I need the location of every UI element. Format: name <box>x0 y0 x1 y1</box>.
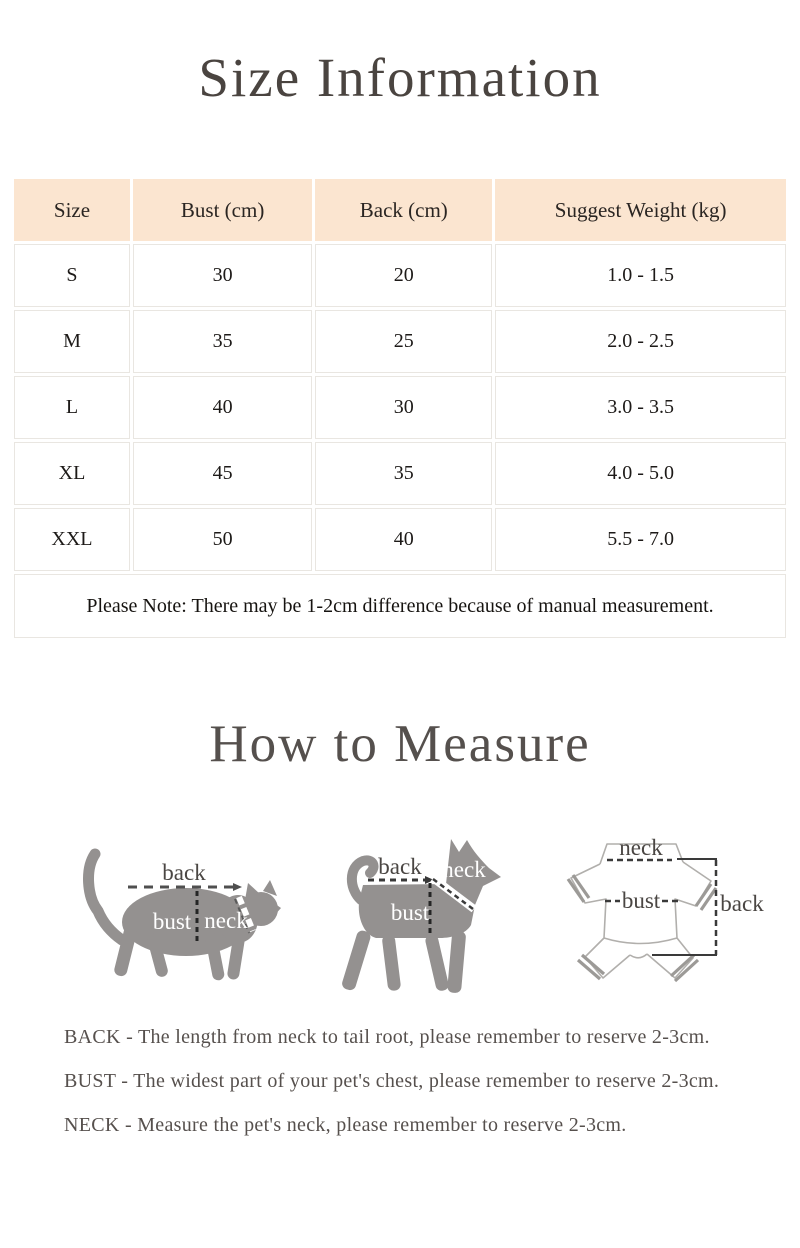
dog-neck-label: neck <box>442 857 486 882</box>
header-back: Back (cm) <box>315 179 492 241</box>
header-bust: Bust (cm) <box>133 179 312 241</box>
measure-instructions <box>0 1025 800 1137</box>
table-row <box>14 442 786 505</box>
table-row <box>14 508 786 571</box>
table-cell: 40 <box>133 376 312 439</box>
table-row <box>14 310 786 373</box>
table-cell: 50 <box>133 508 312 571</box>
header-size: Size <box>14 179 130 241</box>
table-cell: M <box>14 310 130 373</box>
instruction-back: BACK - The length from neck to tail root, please remember to reserve 2-3cm. <box>64 1026 710 1048</box>
header-weight: Suggest Weight (kg) <box>495 179 786 241</box>
measure-figures <box>0 807 800 999</box>
table-cell: S <box>14 244 130 307</box>
table-cell: 35 <box>133 310 312 373</box>
table-cell: 20 <box>315 244 492 307</box>
cat-tail <box>89 854 122 940</box>
garment-back-label: back <box>720 891 764 916</box>
garment-measure-figure <box>560 807 790 997</box>
table-cell: 1.0 - 1.5 <box>495 244 786 307</box>
table-cell: 2.0 - 2.5 <box>495 310 786 373</box>
cat-measure-figure <box>68 807 298 987</box>
cat-back-arrow <box>233 883 242 891</box>
table-row <box>14 376 786 439</box>
table-note-row <box>14 574 786 638</box>
dog-measure-figure <box>330 807 545 997</box>
section-title-how-to-measure: How to Measure <box>209 715 591 773</box>
cat-back-label: back <box>162 860 206 885</box>
measurement-note: Please Note: There may be 1-2cm difference because of manual measurement. <box>14 574 786 638</box>
table-cell: 30 <box>315 376 492 439</box>
table-cell: 30 <box>133 244 312 307</box>
table-cell: 25 <box>315 310 492 373</box>
cat-bust-label: bust <box>152 909 192 934</box>
table-cell: 5.5 - 7.0 <box>495 508 786 571</box>
table-cell: 35 <box>315 442 492 505</box>
garment-bust-label: bust <box>621 888 661 913</box>
table-cell: XXL <box>14 508 130 571</box>
table-cell: 4.0 - 5.0 <box>495 442 786 505</box>
dog-back-label: back <box>378 854 422 879</box>
table-cell: 45 <box>133 442 312 505</box>
table-row <box>14 244 786 307</box>
instruction-bust: BUST - The widest part of your pet's chest, please remember to reserve 2-3cm. <box>64 1070 720 1092</box>
table-cell: L <box>14 376 130 439</box>
size-table <box>11 176 789 641</box>
table-header-row <box>14 179 786 241</box>
table-cell: 40 <box>315 508 492 571</box>
garment-neck-label: neck <box>619 835 663 860</box>
page-title: Size Information <box>198 47 602 108</box>
dog-bust-label: bust <box>390 900 430 925</box>
instruction-neck: NECK - Measure the pet's neck, please remember to reserve 2-3cm. <box>64 1114 627 1136</box>
cat-neck-label: neck <box>204 908 248 933</box>
table-cell: 3.0 - 3.5 <box>495 376 786 439</box>
table-cell: XL <box>14 442 130 505</box>
